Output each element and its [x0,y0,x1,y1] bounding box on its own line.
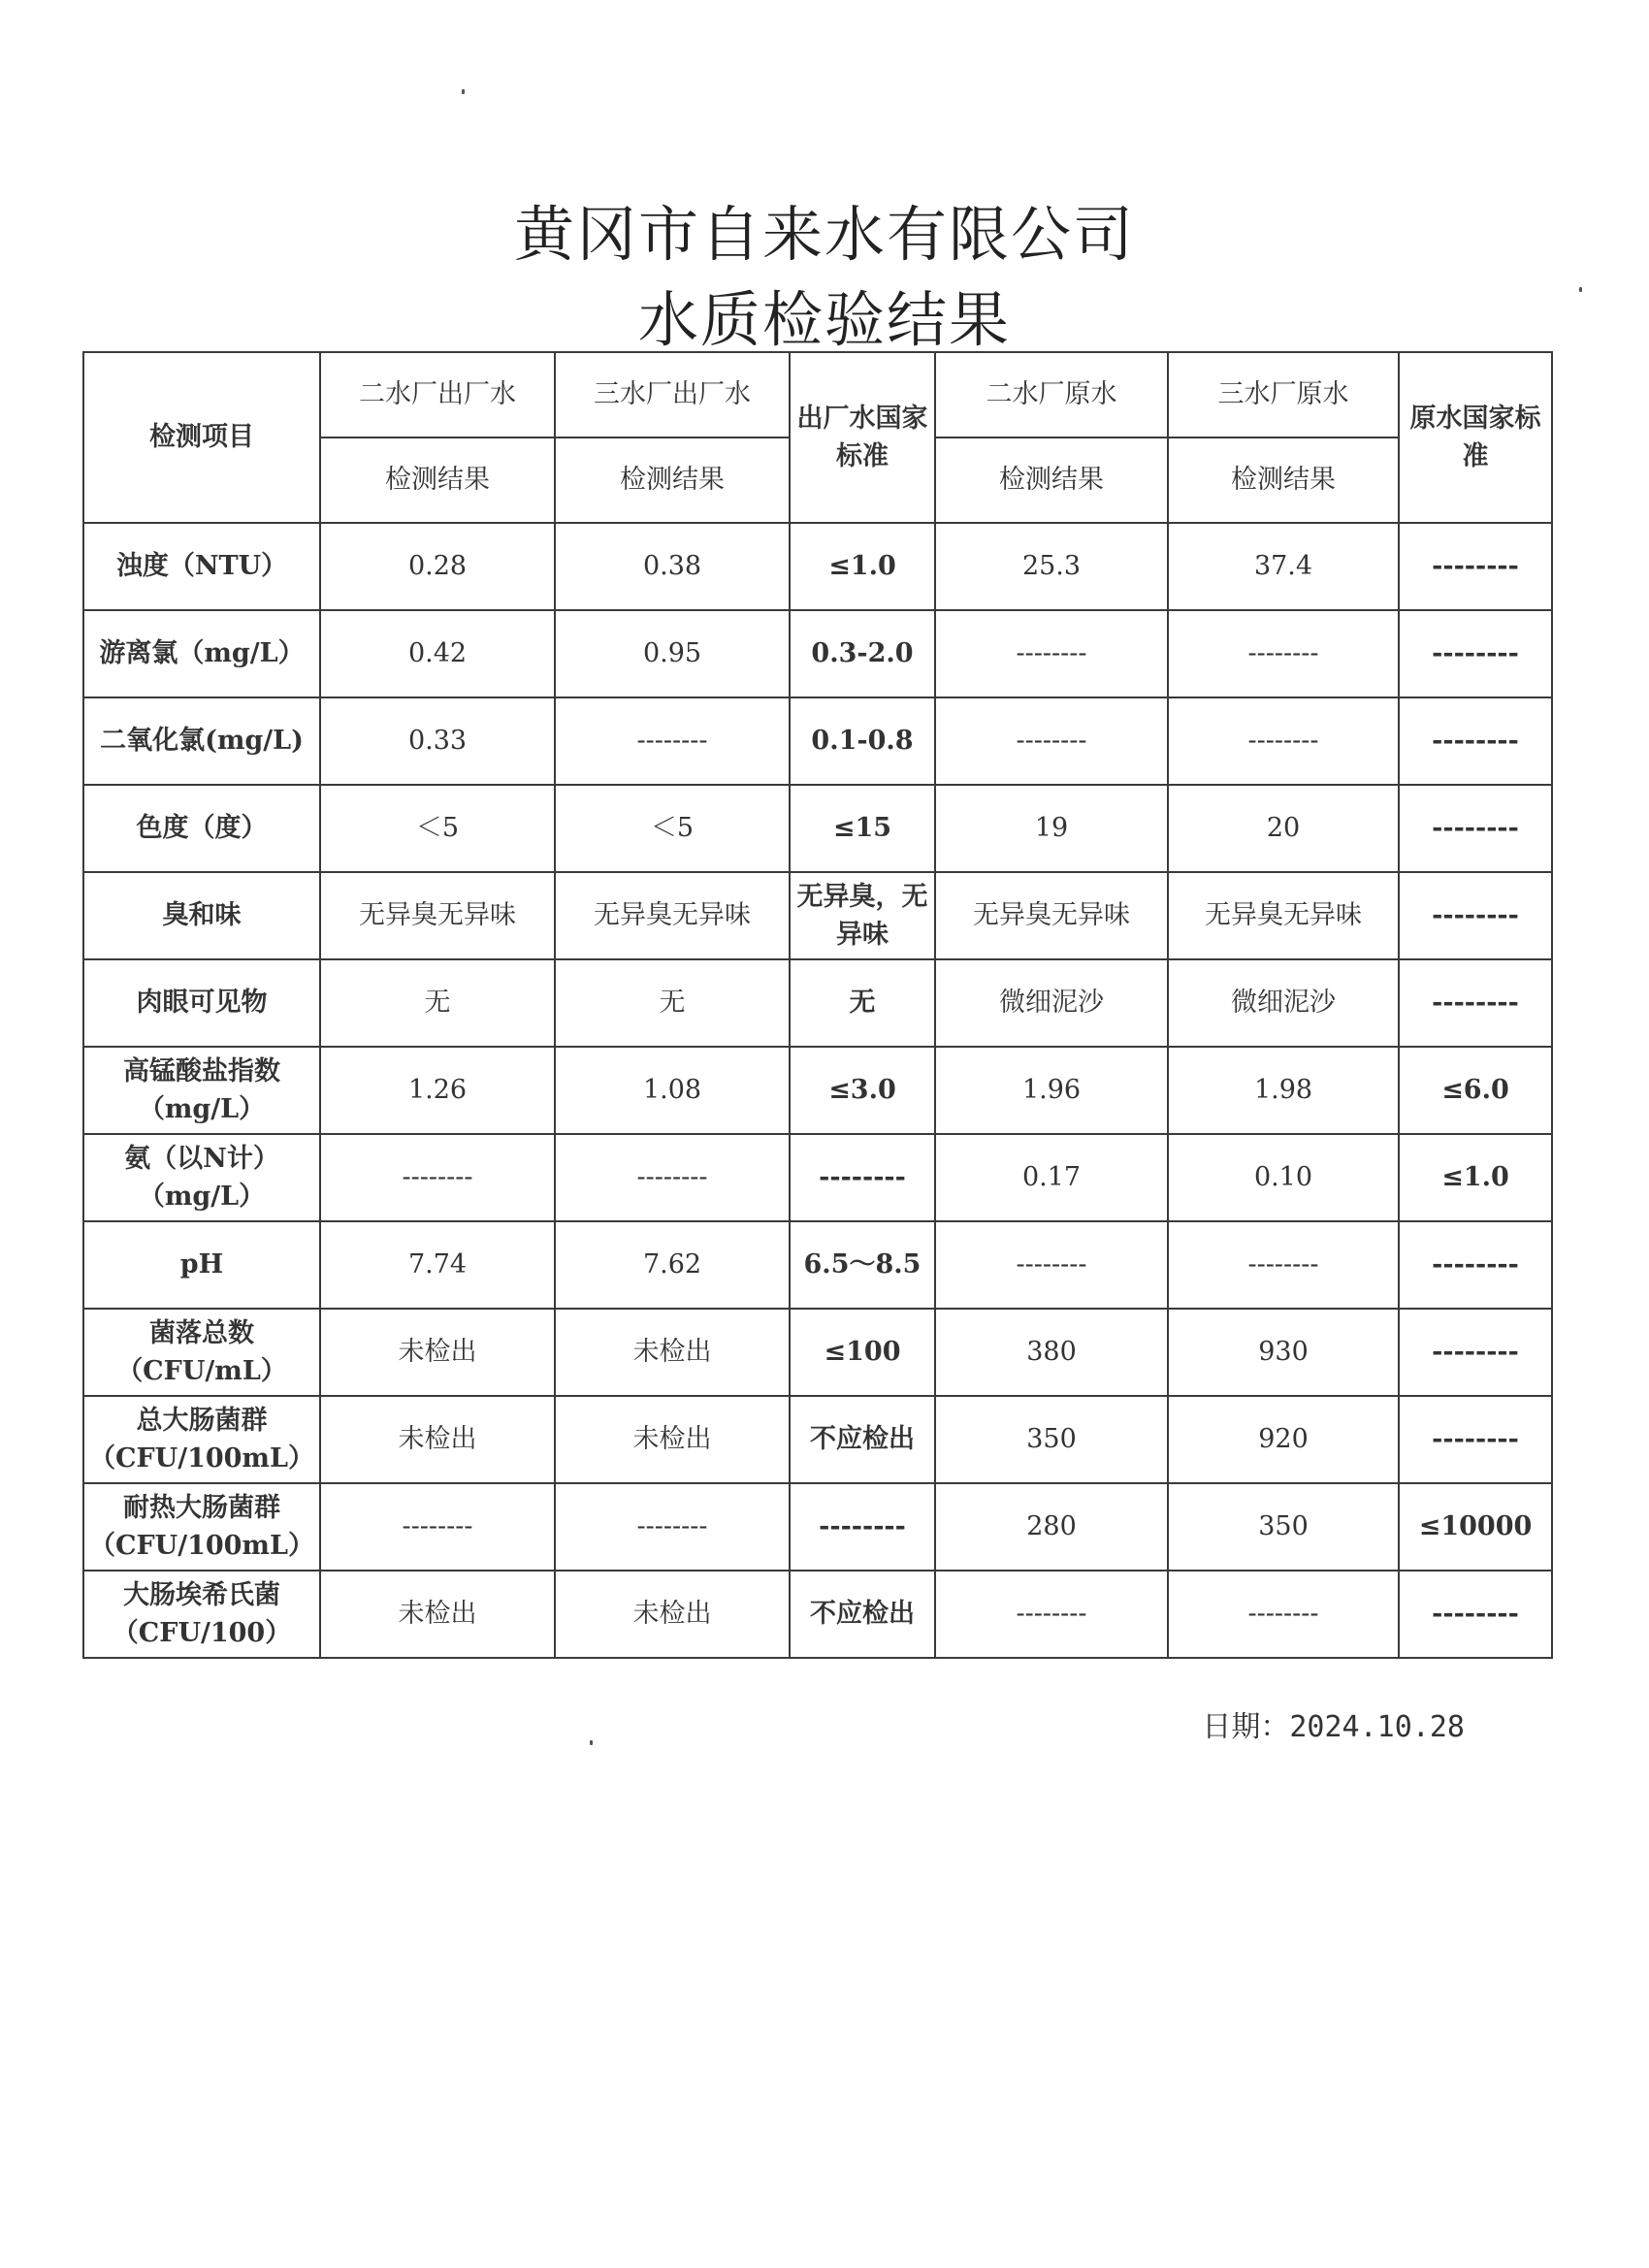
cell-std-raw: -------- [1399,1571,1552,1658]
cell-std-raw: -------- [1399,872,1552,959]
cell-col4: 380 [935,1309,1168,1396]
cell-item: 大肠埃希氏菌（CFU/100） [83,1571,320,1658]
cell-item: 臭和味 [83,872,320,959]
table-row [83,1483,1552,1571]
table-row [83,785,1552,872]
cell-col4: 25.3 [935,523,1168,610]
cell-col2: ＜5 [555,785,790,872]
table-row [83,697,1552,785]
table-row [83,523,1552,610]
header-col2: 三水厂出厂水 [555,352,790,437]
cell-std-raw: -------- [1399,785,1552,872]
cell-std-raw: -------- [1399,1221,1552,1309]
header-result-5: 检测结果 [1168,437,1399,523]
cell-std-out: 无 [790,959,935,1047]
cell-std-out: -------- [790,1483,935,1571]
cell-col4: 无异臭无异味 [935,872,1168,959]
cell-col2: 0.95 [555,610,790,697]
cell-std-out: ≤1.0 [790,523,935,610]
scan-speck [590,1740,593,1745]
cell-col1: 未检出 [320,1396,555,1483]
cell-col5: 0.10 [1168,1134,1399,1221]
cell-col2: 7.62 [555,1221,790,1309]
header-result-2: 检测结果 [555,437,790,523]
cell-std-raw: ≤1.0 [1399,1134,1552,1221]
cell-col1: ＜5 [320,785,555,872]
cell-col4: 微细泥沙 [935,959,1168,1047]
cell-item: 菌落总数（CFU/mL） [83,1309,320,1396]
table-row [83,872,1552,959]
report-title: 水质检验结果 [637,284,1011,355]
cell-col5: -------- [1168,610,1399,697]
cell-std-raw: ≤6.0 [1399,1047,1552,1134]
cell-col4: -------- [935,610,1168,697]
cell-col1: 无 [320,959,555,1047]
cell-col2: 未检出 [555,1309,790,1396]
cell-col5: -------- [1168,1571,1399,1658]
cell-std-out: ≤3.0 [790,1047,935,1134]
cell-col2: 1.08 [555,1047,790,1134]
cell-col1: 0.28 [320,523,555,610]
table-row [83,1134,1552,1221]
cell-col2: 未检出 [555,1396,790,1483]
header-std-out: 出厂水国家标准 [790,352,935,523]
table-row [83,1396,1552,1483]
header-row-top [83,352,1552,437]
cell-col4: 0.17 [935,1134,1168,1221]
cell-col5: 920 [1168,1396,1399,1483]
scan-speck [462,89,465,94]
cell-item: 耐热大肠菌群（CFU/100mL） [83,1483,320,1571]
cell-std-out: 6.5～8.5 [790,1221,935,1309]
header-col5: 三水厂原水 [1168,352,1399,437]
table-row [83,1309,1552,1396]
cell-col1: 7.74 [320,1221,555,1309]
cell-col5: 930 [1168,1309,1399,1396]
cell-col2: -------- [555,1134,790,1221]
table-row [83,1047,1552,1134]
cell-col2: 未检出 [555,1571,790,1658]
cell-col4: 19 [935,785,1168,872]
cell-item: 浊度（NTU） [83,523,320,610]
header-col4: 二水厂原水 [935,352,1168,437]
cell-std-raw: -------- [1399,959,1552,1047]
cell-item: 色度（度） [83,785,320,872]
cell-col1: -------- [320,1134,555,1221]
cell-col1: 0.42 [320,610,555,697]
cell-col1: -------- [320,1483,555,1571]
cell-std-out: ≤15 [790,785,935,872]
cell-col2: 0.38 [555,523,790,610]
report-date: 日期：2024.10.28 [1202,1710,1465,1744]
cell-item: 二氧化氯(mg/L) [83,697,320,785]
cell-col4: 1.96 [935,1047,1168,1134]
water-quality-table [82,351,1553,1659]
cell-col4: -------- [935,1571,1168,1658]
cell-std-out: 0.1-0.8 [790,697,935,785]
cell-col4: -------- [935,697,1168,785]
cell-std-raw: -------- [1399,610,1552,697]
cell-std-raw: -------- [1399,1309,1552,1396]
table-row [83,610,1552,697]
cell-item: 高锰酸盐指数（mg/L） [83,1047,320,1134]
cell-std-out: ≤100 [790,1309,935,1396]
table-row [83,959,1552,1047]
cell-item: 肉眼可见物 [83,959,320,1047]
cell-std-out: 0.3-2.0 [790,610,935,697]
cell-col5: 37.4 [1168,523,1399,610]
header-result-4: 检测结果 [935,437,1168,523]
cell-col5: 无异臭无异味 [1168,872,1399,959]
cell-col4: -------- [935,1221,1168,1309]
cell-item: 游离氯（mg/L） [83,610,320,697]
cell-col5: 微细泥沙 [1168,959,1399,1047]
cell-col5: -------- [1168,697,1399,785]
header-result-1: 检测结果 [320,437,555,523]
cell-col2: 无 [555,959,790,1047]
cell-col1: 未检出 [320,1309,555,1396]
cell-item: 氨（以N计）（mg/L） [83,1134,320,1221]
company-title: 黄冈市自来水有限公司 [513,199,1135,270]
cell-col5: 20 [1168,785,1399,872]
cell-std-out: 不应检出 [790,1571,935,1658]
cell-std-out: -------- [790,1134,935,1221]
cell-col1: 无异臭无异味 [320,872,555,959]
cell-col5: 1.98 [1168,1047,1399,1134]
table-row [83,1571,1552,1658]
cell-col4: 280 [935,1483,1168,1571]
cell-std-raw: -------- [1399,697,1552,785]
cell-item: pH [83,1221,320,1309]
cell-col5: -------- [1168,1221,1399,1309]
cell-col1: 未检出 [320,1571,555,1658]
cell-std-raw: -------- [1399,1396,1552,1483]
table-body [83,523,1552,1658]
cell-col1: 1.26 [320,1047,555,1134]
header-std-raw: 原水国家标准 [1399,352,1552,523]
scan-speck [1579,287,1582,292]
cell-col2: -------- [555,697,790,785]
cell-std-out: 无异臭，无异味 [790,872,935,959]
cell-item: 总大肠菌群（CFU/100mL） [83,1396,320,1483]
cell-col4: 350 [935,1396,1168,1483]
header-col1: 二水厂出厂水 [320,352,555,437]
cell-col5: 350 [1168,1483,1399,1571]
cell-std-raw: ≤10000 [1399,1483,1552,1571]
cell-std-raw: -------- [1399,523,1552,610]
header-item: 检测项目 [83,352,320,523]
table-row [83,1221,1552,1309]
cell-col2: 无异臭无异味 [555,872,790,959]
cell-std-out: 不应检出 [790,1396,935,1483]
cell-col2: -------- [555,1483,790,1571]
cell-col1: 0.33 [320,697,555,785]
